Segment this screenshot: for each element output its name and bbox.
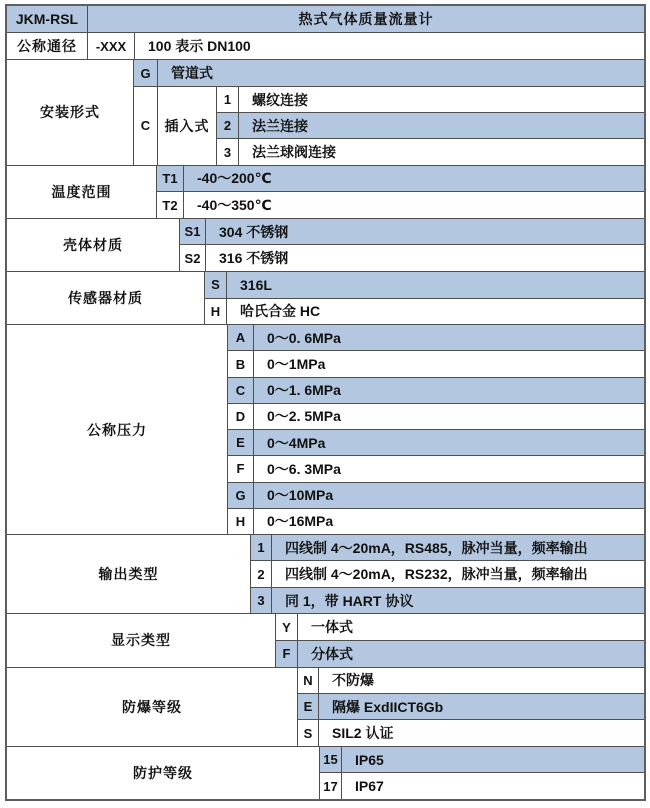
housing-option-row	[180, 245, 644, 271]
option-code: 15	[320, 747, 342, 773]
model-selection-table	[5, 4, 646, 801]
section-explosion-grade	[7, 668, 644, 747]
option-value: 螺纹连接	[252, 91, 308, 108]
housing-option-row	[180, 219, 644, 246]
option-value: 316L	[227, 272, 644, 298]
install-pipe-row	[134, 60, 644, 87]
option-code: S	[298, 720, 319, 745]
option-value: 法兰球阀连接	[252, 144, 336, 161]
section-housing-material	[7, 219, 644, 272]
option-code: 3	[217, 139, 239, 164]
pressure-option-row	[228, 351, 644, 377]
protection-option-row	[320, 773, 644, 799]
option-value: 同 1，带 HART 协议	[272, 588, 644, 613]
option-value: 0～1MPa	[267, 356, 326, 373]
display-option-row	[276, 641, 644, 667]
output-option-row	[251, 588, 644, 613]
install-insert-group	[134, 87, 644, 165]
option-value: 分体式	[298, 641, 644, 667]
nominal-diameter-code: -XXX	[88, 33, 135, 59]
install-pipe-value: 管道式	[158, 60, 644, 86]
section-temperature-range	[7, 166, 644, 219]
install-insert-name: 插入式	[158, 87, 217, 165]
option-code: 1	[217, 87, 239, 112]
option-code: C	[228, 378, 254, 403]
explosion-option-row	[298, 720, 644, 745]
option-code: S2	[180, 245, 206, 271]
option-value: 316 不锈钢	[219, 250, 289, 267]
option-code: E	[298, 694, 319, 719]
option-code: T1	[157, 166, 184, 192]
option-code: 2	[217, 113, 239, 138]
option-value: 0～10MPa	[254, 483, 644, 508]
option-value: -40～350℃	[197, 197, 272, 213]
display-option-row	[276, 614, 644, 641]
install-insert-option-row	[217, 139, 644, 164]
explosion-option-row	[298, 668, 644, 694]
section-nominal-diameter	[7, 33, 644, 60]
option-value: 四线制 4～20mA，RS485，脉冲当量，频率输出	[272, 535, 644, 560]
install-insert-option-row	[217, 87, 644, 113]
option-code: E	[228, 430, 254, 455]
option-value: 0～0. 6MPa	[254, 325, 644, 350]
option-code: F	[276, 641, 298, 667]
protection-grade-label: 防护等级	[7, 747, 320, 799]
section-nominal-pressure	[7, 325, 644, 535]
temperature-range-label: 温度范围	[7, 166, 157, 218]
install-type-label: 安装形式	[7, 60, 134, 164]
model-code: JKM-RSL	[7, 6, 88, 32]
nominal-diameter-label: 公称通径	[7, 33, 88, 59]
option-code: T2	[157, 192, 184, 218]
pressure-option-row	[228, 456, 644, 482]
option-value: SIL2 认证	[332, 725, 394, 742]
output-option-row	[251, 535, 644, 561]
option-value: 0～2. 5MPa	[267, 408, 341, 425]
explosion-option-row	[298, 694, 644, 720]
option-code: B	[228, 351, 254, 376]
option-value: 0～4MPa	[254, 430, 644, 455]
sensor-option-row	[205, 299, 644, 325]
option-value: -40～200℃	[184, 166, 644, 192]
option-code: G	[228, 483, 254, 508]
option-value: 隔爆 ExdIICT6Gb	[319, 694, 644, 719]
nominal-pressure-label: 公称压力	[7, 325, 228, 534]
option-value: IP67	[355, 778, 384, 795]
option-code: H	[228, 509, 254, 534]
option-value: 四线制 4～20mA，RS232，脉冲当量，频率输出	[285, 566, 588, 583]
option-value: 法兰连接	[239, 113, 644, 138]
header-row	[7, 6, 644, 33]
option-code: 2	[251, 561, 272, 586]
option-value: 一体式	[311, 619, 353, 636]
option-value: 0～16MPa	[267, 513, 334, 530]
pressure-option-row	[228, 325, 644, 351]
section-protection-grade	[7, 747, 644, 799]
option-code: 1	[251, 535, 272, 560]
pressure-option-row	[228, 378, 644, 404]
page-title: 热式气体质量流量计	[88, 6, 644, 32]
section-install-type	[7, 60, 644, 165]
option-value: IP65	[342, 747, 644, 773]
option-code: Y	[276, 614, 298, 640]
install-insert-code: C	[134, 87, 158, 165]
display-type-label: 显示类型	[7, 614, 276, 666]
pressure-option-row	[228, 430, 644, 456]
option-code: 3	[251, 588, 272, 613]
output-option-row	[251, 561, 644, 587]
temperature-option-row	[157, 192, 644, 218]
pressure-option-row	[228, 404, 644, 430]
section-sensor-material	[7, 272, 644, 325]
install-pipe-code: G	[134, 60, 158, 86]
install-insert-option-row	[217, 113, 644, 139]
pressure-option-row	[228, 509, 644, 534]
output-type-label: 输出类型	[7, 535, 251, 613]
option-value: 哈氏合金 HC	[240, 303, 321, 320]
option-code: A	[228, 325, 254, 350]
housing-material-label: 壳体材质	[7, 219, 180, 271]
section-display-type	[7, 614, 644, 667]
option-code: N	[298, 668, 319, 693]
section-output-type	[7, 535, 644, 614]
option-code: F	[228, 456, 254, 481]
explosion-grade-label: 防爆等级	[7, 668, 298, 746]
option-code: S1	[180, 219, 206, 245]
option-code: H	[205, 299, 227, 325]
sensor-material-label: 传感器材质	[7, 272, 205, 324]
pressure-option-row	[228, 483, 644, 509]
option-value: 0～6. 3MPa	[267, 460, 341, 477]
option-value: 0～1. 6MPa	[254, 378, 644, 403]
sensor-option-row	[205, 272, 644, 299]
option-code: D	[228, 404, 254, 429]
nominal-diameter-value: 100 表示 DN100	[148, 38, 251, 55]
protection-option-row	[320, 747, 644, 774]
option-code: S	[205, 272, 227, 298]
option-value: 304 不锈钢	[206, 219, 644, 245]
option-code: 17	[320, 773, 342, 799]
temperature-option-row	[157, 166, 644, 193]
option-value: 不防爆	[332, 672, 374, 689]
